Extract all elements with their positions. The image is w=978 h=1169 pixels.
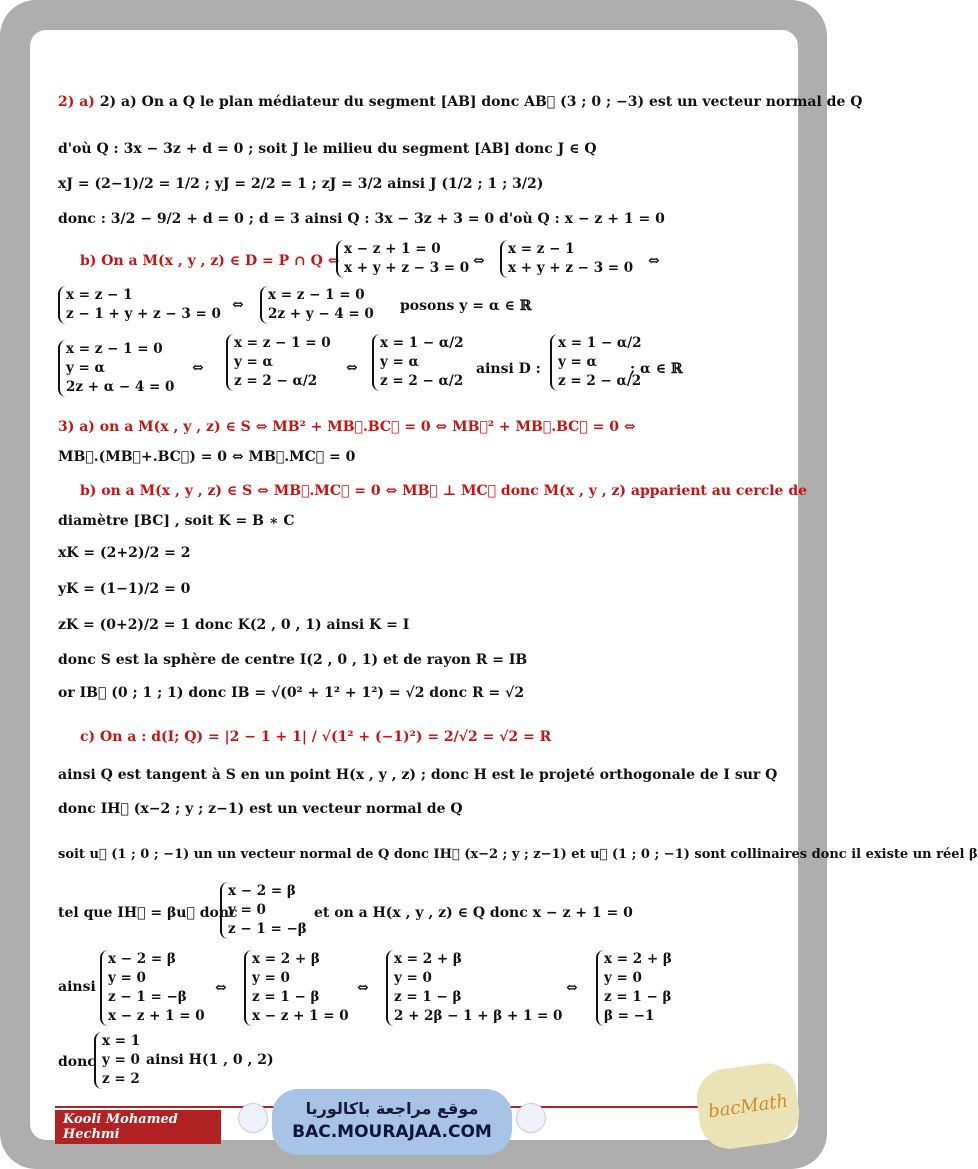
iff-symbol: ⇔ [192, 360, 204, 376]
line-collinear: soit u⃗ (1 ; 0 ; −1) un un vecteur normal de Q donc IH⃗ (x−2 ; y ; z−1) et u⃗ (1 ; 0 ; −1) sont collinaires donc il existe un réel β [58, 847, 978, 862]
iff-symbol: ⇔ [357, 980, 369, 996]
line-tangent: ainsi Q est tangent à S en un point H(x , y , z) ; donc H est le projeté orthogonale de I sur Q [58, 767, 778, 783]
system-2: x = z − 1 x + y + z − 3 = 0 [500, 240, 633, 278]
posons-alpha: posons y = α ∈ ℝ [400, 298, 532, 314]
alpha-real: ; α ∈ ℝ [630, 361, 683, 377]
iff-symbol: ⇔ [232, 297, 244, 313]
line-ainsi: ainsi [58, 979, 96, 995]
iff-symbol: ⇔ [346, 360, 358, 376]
system-5: x = z − 1 = 0 y = α 2z + α − 4 = 0 [58, 340, 174, 397]
system-10: x − 2 = β y = 0 z − 1 = −β x − z + 1 = 0 [100, 950, 205, 1026]
line-ih-beta: tel que IH⃗ = βu⃗ donc [58, 905, 238, 921]
line-2b: b) On a M(x , y , z) ∈ D = P ∩ Q ⇔ [80, 253, 340, 269]
line-2a: 2) a) 2) a) On a Q le plan médiateur du segment [AB] donc AB⃗ (3 ; 0 ; −3) est un vecteur normal de Q [58, 94, 863, 110]
system-7: x = 1 − α/2 y = α z = 2 − α/2 [372, 334, 464, 391]
iff-symbol: ⇔ [648, 253, 660, 269]
line-midpoint: xJ = (2−1)/2 = 1/2 ; yJ = 2/2 = 1 ; zJ = 3/2 ainsi J (1/2 ; 1 ; 3/2) [58, 176, 544, 192]
system-13: x = 2 + β y = 0 z = 1 − β β = −1 [596, 950, 672, 1026]
line-h-in-q: et on a H(x , y , z) ∈ Q donc x − z + 1 = 0 [314, 905, 633, 921]
iff-symbol: ⇔ [566, 980, 578, 996]
system-12: x = 2 + β y = 0 z = 1 − β 2 + 2β − 1 + β + 1 = 0 [386, 950, 562, 1026]
iff-symbol: ⇔ [215, 980, 227, 996]
system-8: x = 1 − α/2 y = α z = 2 − α/2 [550, 334, 642, 391]
line-zk: zK = (0+2)/2 = 1 donc K(2 , 0 , 1) ainsi K = I [58, 617, 410, 633]
system-11: x = 2 + β y = 0 z = 1 − β x − z + 1 = 0 [244, 950, 349, 1026]
line-sphere: donc S est la sphère de centre I(2 , 0 , 1) et de rayon R = IB [58, 652, 528, 668]
site-logo-icon [238, 1103, 268, 1133]
line-h-result: ainsi H(1 , 0 , 2) [146, 1052, 274, 1068]
system-4: x = z − 1 = 0 2z + y − 4 = 0 [260, 286, 374, 324]
line-donc: donc [58, 1054, 96, 1070]
line-3b: b) on a M(x , y , z) ∈ S ⇔ MB⃗.MC⃗ = 0 ⇔ MB⃗ ⊥ MC⃗ donc M(x , y , z) apparient au cercle de [80, 483, 808, 499]
iff-symbol: ⇔ [473, 253, 485, 269]
logo-text: bacMath [706, 1090, 790, 1122]
line-radius: or IB⃗ (0 ; 1 ; 1) donc IB = √(0² + 1² + 1²) = √2 donc R = √2 [58, 685, 525, 701]
line-ih-normal: donc IH⃗ (x−2 ; y ; z−1) est un vecteur normal de Q [58, 801, 463, 817]
line-plane-eq: d'où Q : 3x − 3z + d = 0 ; soit J le milieu du segment [AB] donc J ∈ Q [58, 141, 597, 157]
system-6: x = z − 1 = 0 y = α z = 2 − α/2 [226, 334, 331, 391]
author-name: Kooli Mohamed Hechmi [55, 1110, 221, 1144]
line-3a: 3) a) on a M(x , y , z) ∈ S ⇔ MB² + MB⃗.BC⃗ = 0 ⇔ MB⃗² + MB⃗.BC⃗ = 0 ⇔ [58, 419, 636, 435]
line-3c: c) On a : d(I; Q) = |2 − 1 + 1| / √(1² + (−1)²) = 2/√2 = √2 = R [80, 729, 552, 745]
line-dot-product: MB⃗.(MB⃗+.BC⃗) = 0 ⇔ MB⃗.MC⃗ = 0 [58, 449, 356, 465]
line-d-value: donc : 3/2 − 9/2 + d = 0 ; d = 3 ainsi Q : 3x − 3z + 3 = 0 d'où Q : x − z + 1 = 0 [58, 211, 665, 227]
line-d-label: ainsi D : [476, 361, 541, 377]
line-diameter: diamètre [BC] , soit K = B ∗ C [58, 513, 295, 529]
site-banner[interactable] [272, 1089, 512, 1155]
system-3: x = z − 1 z − 1 + y + z − 3 = 0 [58, 286, 221, 324]
system-1: x − z + 1 = 0 x + y + z − 3 = 0 [336, 240, 469, 278]
line-yk: yK = (1−1)/2 = 0 [58, 581, 191, 597]
line-xk: xK = (2+2)/2 = 2 [58, 545, 191, 561]
site-url[interactable]: BAC.MOURAJAA.COM [292, 1122, 492, 1142]
system-14: x = 1 y = 0 z = 2 [94, 1032, 140, 1089]
site-name-arabic: موقع مراجعة باكالوريا [305, 1099, 479, 1118]
site-logo-icon [516, 1103, 546, 1133]
system-9: x − 2 = β y = 0 z − 1 = −β [220, 882, 307, 939]
